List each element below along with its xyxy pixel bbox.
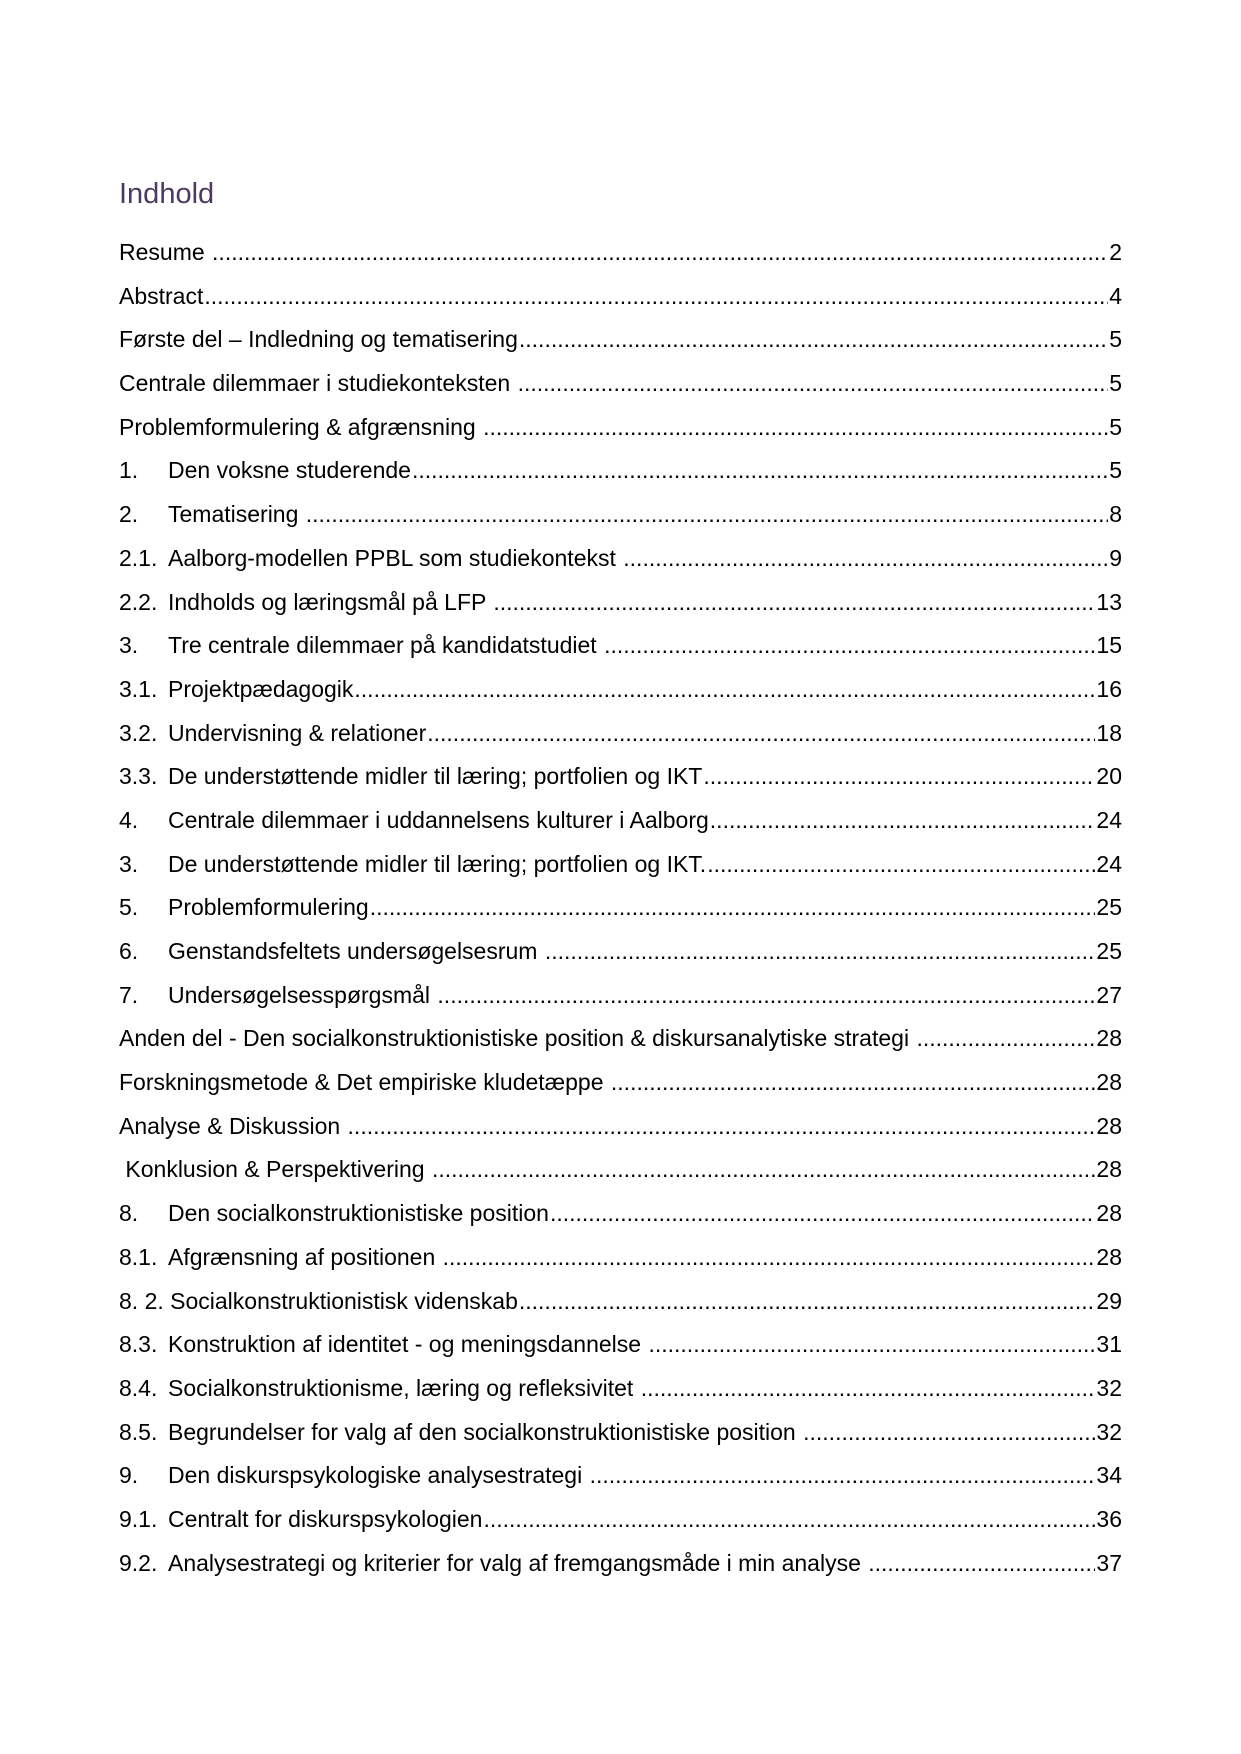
toc-entry[interactable] xyxy=(119,630,1122,674)
toc-dot-leader xyxy=(703,761,1095,791)
toc-entry-title: Første del – Indledning og tematisering xyxy=(119,326,518,353)
toc-entry-title: Resume xyxy=(119,239,212,265)
toc-entry-number: 8.5. xyxy=(119,1418,158,1445)
toc-entry-number: 3. xyxy=(119,850,139,877)
toc-dot-leader xyxy=(493,587,1095,617)
toc-entry-title: Indholds og læringsmål på LFP xyxy=(168,588,493,615)
toc-entry[interactable] xyxy=(119,1023,1122,1067)
toc-entry-title: Den voksne studerende xyxy=(168,457,411,484)
toc-dot-leader xyxy=(518,368,1109,398)
toc-entry-title: Anden del - Den socialkonstruktionistiske position & diskursanalytiske strategi xyxy=(119,1025,916,1052)
toc-entry-page-number: 28 xyxy=(1096,1112,1122,1139)
toc-entry[interactable] xyxy=(119,1504,1122,1548)
toc-entry[interactable] xyxy=(119,368,1122,412)
toc-entry-title: Tematisering xyxy=(168,501,305,528)
toc-dot-leader xyxy=(803,1417,1095,1447)
toc-entry[interactable] xyxy=(119,412,1122,456)
toc-entry-page-number: 25 xyxy=(1096,894,1122,921)
toc-entry-number: 7. xyxy=(119,981,139,1008)
toc-dot-leader xyxy=(604,630,1095,660)
toc-dot-leader xyxy=(611,1067,1096,1097)
toc-entry-number: 5. xyxy=(119,894,139,921)
toc-entry-page-number: 28 xyxy=(1096,1243,1122,1270)
toc-entry[interactable] xyxy=(119,237,1122,281)
toc-entry-title: 8. 2. Socialkonstruktionistisk videnskab xyxy=(119,1287,518,1314)
toc-dot-leader xyxy=(412,455,1108,485)
toc-entry-title: Genstandsfeltets undersøgelsesrum xyxy=(168,938,544,964)
toc-entry-number: 9.1. xyxy=(119,1505,158,1532)
toc-entry-number: 2. xyxy=(119,501,139,528)
toc-entry-page-number: 20 xyxy=(1096,763,1122,790)
toc-entry-number: 9. xyxy=(119,1462,139,1489)
toc-entry[interactable] xyxy=(119,980,1122,1024)
toc-entry[interactable] xyxy=(119,1111,1122,1155)
toc-list xyxy=(119,237,1122,1591)
toc-entry-page-number: 5 xyxy=(1109,370,1122,397)
toc-entry-page-number: 24 xyxy=(1096,806,1122,833)
toc-entry-page-number: 31 xyxy=(1096,1331,1122,1358)
toc-entry-title: Analyse & Diskussion xyxy=(119,1112,347,1139)
toc-entry[interactable] xyxy=(119,499,1122,543)
toc-entry[interactable] xyxy=(119,1067,1122,1111)
toc-entry-page-number: 16 xyxy=(1096,675,1122,702)
toc-dot-leader xyxy=(212,237,1108,267)
toc-entry-number: 8. xyxy=(119,1200,139,1227)
toc-dot-leader xyxy=(348,1111,1096,1141)
toc-entry-number: 1. xyxy=(119,457,139,484)
toc-entry-page-number: 28 xyxy=(1096,1025,1122,1052)
toc-entry[interactable] xyxy=(119,718,1122,762)
toc-entry-page-number: 28 xyxy=(1096,1069,1122,1096)
toc-entry-title: De understøttende midler til læring; portfolien og IKT. xyxy=(168,850,707,877)
toc-entry-number: 8.1. xyxy=(119,1243,158,1270)
toc-entry-page-number: 18 xyxy=(1096,719,1122,746)
toc-entry-number: 9.2. xyxy=(119,1549,158,1576)
toc-dot-leader xyxy=(641,1373,1096,1403)
toc-dot-leader xyxy=(545,936,1096,966)
toc-entry-page-number: 2 xyxy=(1109,239,1122,265)
toc-entry-number: 4. xyxy=(119,806,139,833)
toc-entry-title: Forskningsmetode & Det empiriske kludetæppe xyxy=(119,1069,610,1096)
toc-entry[interactable] xyxy=(119,1242,1122,1286)
toc-entry[interactable] xyxy=(119,1460,1122,1504)
toc-entry-page-number: 28 xyxy=(1096,1200,1122,1227)
toc-entry-page-number: 37 xyxy=(1096,1549,1122,1576)
toc-entry-title: Den socialkonstruktionistiske position xyxy=(168,1200,549,1227)
toc-entry[interactable] xyxy=(119,281,1122,325)
toc-entry-title: Centrale dilemmaer i uddannelsens kulturer i Aalborg xyxy=(168,806,709,833)
toc-entry-title: Problemformulering xyxy=(168,894,369,921)
toc-entry[interactable] xyxy=(119,936,1122,980)
toc-entry-number: 3.1. xyxy=(119,675,158,702)
toc-entry-title: Problemformulering & afgrænsning xyxy=(119,413,483,440)
toc-dot-leader xyxy=(519,1286,1096,1316)
toc-dot-leader xyxy=(354,674,1095,704)
toc-dot-leader xyxy=(623,543,1108,573)
toc-entry-title: Abstract xyxy=(119,282,204,309)
toc-dot-leader xyxy=(306,499,1108,529)
toc-entry-page-number: 34 xyxy=(1096,1462,1122,1489)
toc-entry-title: Undervisning & relationer xyxy=(168,719,427,746)
toc-entry-page-number: 15 xyxy=(1096,632,1122,659)
toc-entry-number: 8.4. xyxy=(119,1374,158,1401)
toc-dot-leader xyxy=(204,281,1108,311)
toc-entry-page-number: 13 xyxy=(1096,588,1122,615)
toc-entry[interactable] xyxy=(119,674,1122,718)
toc-entry-title: Socialkonstruktionisme, læring og refleksivitet xyxy=(168,1374,640,1401)
toc-entry-page-number: 32 xyxy=(1096,1374,1122,1401)
toc-entry-page-number: 5 xyxy=(1109,413,1122,440)
toc-entry[interactable] xyxy=(119,1373,1122,1417)
toc-entry-title: Konstruktion af identitet - og meningsdannelse xyxy=(168,1331,648,1358)
toc-dot-leader xyxy=(483,1504,1095,1534)
toc-entry-page-number: 28 xyxy=(1096,1156,1122,1183)
toc-dot-leader xyxy=(437,980,1095,1010)
toc-entry-number: 3. xyxy=(119,632,139,659)
toc-dot-leader xyxy=(370,892,1096,922)
toc-entry[interactable] xyxy=(119,1198,1122,1242)
toc-entry-page-number: 8 xyxy=(1109,501,1122,528)
toc-dot-leader xyxy=(590,1460,1096,1490)
toc-entry-page-number: 5 xyxy=(1109,457,1122,484)
toc-entry[interactable] xyxy=(119,1417,1122,1461)
toc-dot-leader xyxy=(916,1023,1095,1053)
toc-dot-leader xyxy=(868,1548,1095,1578)
toc-dot-leader xyxy=(519,324,1108,354)
toc-entry-page-number: 25 xyxy=(1096,938,1122,964)
toc-dot-leader xyxy=(707,849,1095,879)
toc-heading: Indhold xyxy=(119,178,215,210)
toc-entry-title: Begrundelser for valg af den socialkonstruktionistiske position xyxy=(168,1418,803,1445)
toc-entry[interactable] xyxy=(119,455,1122,499)
toc-dot-leader xyxy=(483,412,1108,442)
toc-entry-page-number: 4 xyxy=(1109,282,1122,309)
toc-entry-title: Konklusion & Perspektivering xyxy=(119,1156,431,1183)
toc-entry[interactable] xyxy=(119,849,1122,893)
toc-entry[interactable] xyxy=(119,761,1122,805)
toc-dot-leader xyxy=(710,805,1096,835)
toc-entry-page-number: 29 xyxy=(1096,1287,1122,1314)
toc-entry-title: Analysestrategi og kriterier for valg af fremgangsmåde i min analyse xyxy=(168,1549,868,1576)
toc-entry[interactable] xyxy=(119,1286,1122,1330)
toc-entry-page-number: 24 xyxy=(1096,850,1122,877)
toc-entry[interactable] xyxy=(119,805,1122,849)
toc-entry-title: De understøttende midler til læring; portfolien og IKT xyxy=(168,763,703,790)
toc-dot-leader xyxy=(432,1154,1095,1184)
toc-entry[interactable] xyxy=(119,1154,1122,1198)
toc-entry-title: Undersøgelsesspørgsmål xyxy=(168,981,437,1008)
toc-entry-title: Aalborg-modellen PPBL som studiekontekst xyxy=(168,544,623,571)
toc-entry[interactable] xyxy=(119,1548,1122,1592)
toc-entry-title: Projektpædagogik xyxy=(168,675,354,702)
toc-entry-title: Den diskurspsykologiske analysestrategi xyxy=(168,1462,589,1489)
toc-entry-number: 6. xyxy=(119,938,139,964)
toc-entry-page-number: 9 xyxy=(1109,544,1122,571)
toc-entry[interactable] xyxy=(119,543,1122,587)
toc-dot-leader xyxy=(648,1329,1095,1359)
toc-entry[interactable] xyxy=(119,587,1122,631)
toc-entry[interactable] xyxy=(119,1329,1122,1373)
toc-dot-leader xyxy=(443,1242,1096,1272)
toc-entry-page-number: 36 xyxy=(1096,1505,1122,1532)
toc-entry-title: Centralt for diskurspsykologien xyxy=(168,1505,483,1532)
toc-entry-page-number: 5 xyxy=(1109,326,1122,353)
toc-entry-number: 8.3. xyxy=(119,1331,158,1358)
toc-entry-number: 3.2. xyxy=(119,719,158,746)
toc-entry-number: 3.3. xyxy=(119,763,158,790)
toc-entry-number: 2.2. xyxy=(119,588,158,615)
toc-entry-page-number: 32 xyxy=(1096,1418,1122,1445)
toc-entry-page-number: 27 xyxy=(1096,981,1122,1008)
toc-entry-number: 2.1. xyxy=(119,544,158,571)
toc-entry-title: Centrale dilemmaer i studiekonteksten xyxy=(119,370,517,397)
toc-dot-leader xyxy=(550,1198,1095,1228)
toc-entry-title: Tre centrale dilemmaer på kandidatstudiet xyxy=(168,632,604,659)
toc-dot-leader xyxy=(427,718,1095,748)
toc-entry-title: Afgrænsning af positionen xyxy=(168,1243,442,1270)
toc-entry[interactable] xyxy=(119,892,1122,936)
toc-entry[interactable] xyxy=(119,324,1122,368)
